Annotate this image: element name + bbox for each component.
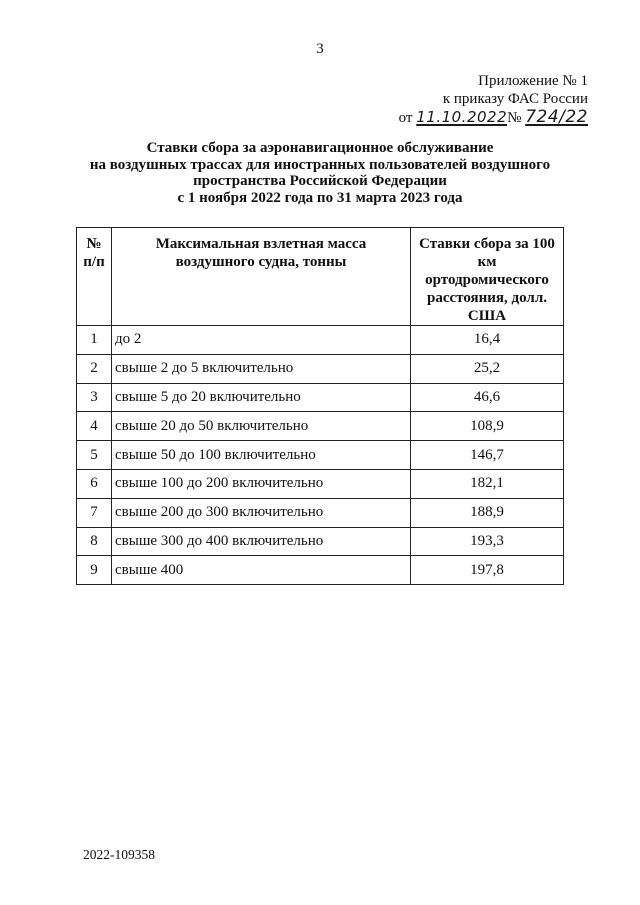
title-line-2: на воздушных трассах для иностранных пользователей воздушного [89, 156, 551, 173]
table-row [77, 556, 564, 585]
row-rate: 182,1 [411, 469, 564, 498]
row-mass: свыше 100 до 200 включительно [112, 469, 411, 498]
row-number: 2 [77, 354, 112, 383]
table-row [77, 412, 564, 441]
order-number: 724/22 [525, 107, 588, 127]
rates-table [76, 227, 564, 585]
header-mass: Максимальная взлетная масса воздушного судна, тонны [112, 228, 411, 326]
row-mass: свыше 300 до 400 включительно [112, 527, 411, 556]
appendix-line-2: к приказу ФАС России [442, 91, 588, 107]
number-label: № [507, 110, 522, 126]
title-line-3: пространства Российской Федерации [193, 173, 447, 189]
row-number: 7 [77, 498, 112, 527]
table-row [77, 441, 564, 470]
row-rate: 146,7 [411, 441, 564, 470]
table-row [77, 326, 564, 355]
row-number: 1 [77, 326, 112, 355]
document-title [0, 140, 640, 206]
table-row [77, 383, 564, 412]
row-rate: 46,6 [411, 383, 564, 412]
header-number-line-2: п/п [83, 254, 105, 270]
table-row [77, 354, 564, 383]
header-rate: Ставки сбора за 100 км ортодромического расстояния, долл. США [411, 228, 564, 326]
document-id: 2022-109358 [83, 847, 155, 862]
row-rate: 16,4 [411, 326, 564, 355]
row-rate: 193,3 [411, 527, 564, 556]
table-row [77, 469, 564, 498]
row-mass: свыше 50 до 100 включительно [112, 441, 411, 470]
row-number: 4 [77, 412, 112, 441]
row-mass: свыше 400 [112, 556, 411, 585]
title-line-1: Ставки сбора за аэронавигационное обслуживание [146, 140, 494, 156]
row-mass: свыше 2 до 5 включительно [112, 354, 411, 383]
row-number: 3 [77, 383, 112, 412]
table-row [77, 527, 564, 556]
row-mass: свыше 20 до 50 включительно [112, 412, 411, 441]
row-rate: 188,9 [411, 498, 564, 527]
row-number: 5 [77, 441, 112, 470]
table-row [77, 498, 564, 527]
appendix-line-1: Приложение № 1 [478, 73, 588, 89]
title-line-4: с 1 ноября 2022 года по 31 марта 2023 года [177, 189, 463, 206]
header-number [77, 228, 112, 326]
page-number: 3 [316, 41, 324, 57]
from-label: от [398, 110, 413, 126]
row-number: 6 [77, 469, 112, 498]
row-rate: 25,2 [411, 354, 564, 383]
order-date: 11.10.2022 [416, 108, 508, 126]
header-number-line-1: № [86, 236, 102, 252]
row-mass: свыше 200 до 300 включительно [112, 498, 411, 527]
row-mass: свыше 5 до 20 включительно [112, 383, 411, 412]
table-header-row [77, 228, 564, 326]
row-rate: 197,8 [411, 556, 564, 585]
row-rate: 108,9 [411, 412, 564, 441]
row-mass: до 2 [112, 326, 411, 355]
row-number: 8 [77, 527, 112, 556]
row-number: 9 [77, 556, 112, 585]
appendix-header [399, 72, 588, 127]
appendix-order-line [399, 108, 588, 127]
